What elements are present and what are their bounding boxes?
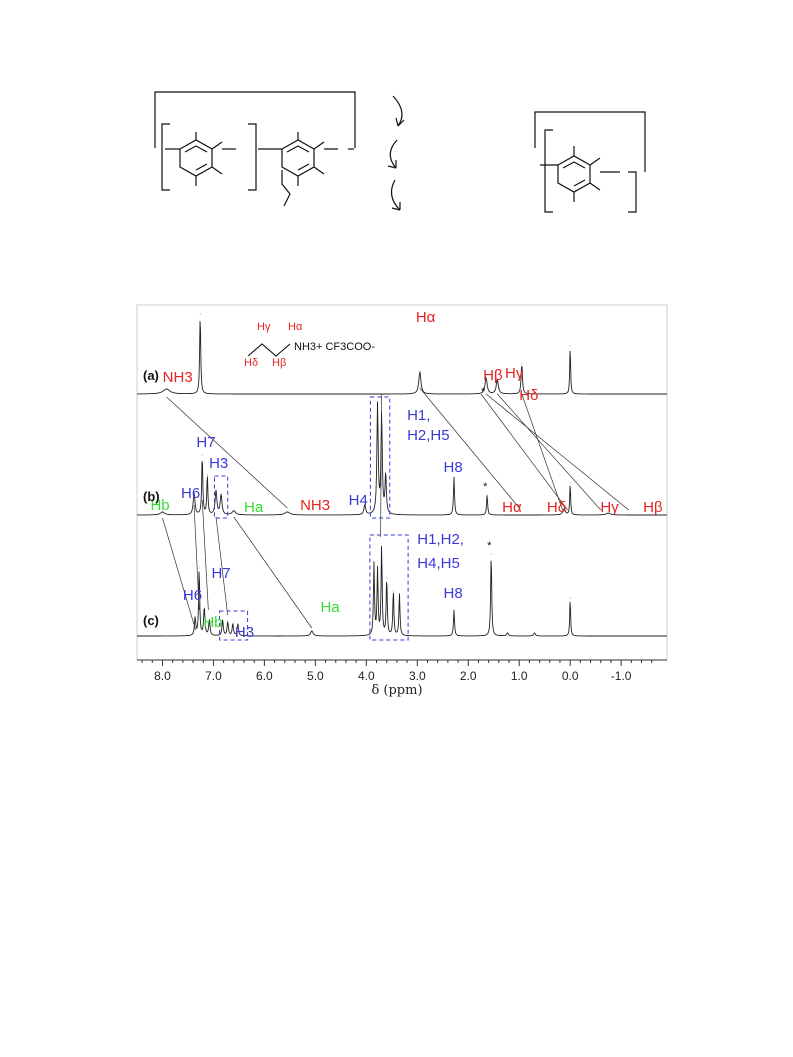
inset-h-beta: Hβ bbox=[272, 357, 287, 369]
x-axis-ticks bbox=[142, 660, 652, 683]
peak-marker bbox=[199, 568, 200, 569]
peak-marker bbox=[200, 314, 201, 315]
peak-marker bbox=[202, 455, 203, 456]
peak-label: Ha bbox=[244, 499, 264, 516]
peak-label: H4 bbox=[348, 492, 368, 509]
x-tick-label: 7.0 bbox=[205, 669, 222, 683]
peak-label: Hα bbox=[415, 309, 436, 326]
peak-marker bbox=[491, 554, 492, 555]
peak-label: H8 bbox=[443, 459, 463, 476]
scheme-frame bbox=[155, 92, 355, 148]
trace-tag-a: (a) bbox=[143, 368, 159, 383]
peak-marker bbox=[204, 608, 205, 609]
peak-marker bbox=[381, 546, 382, 547]
peak-label: * bbox=[487, 540, 492, 552]
peak-label: Hβ bbox=[483, 367, 503, 384]
peak-marker bbox=[385, 475, 386, 476]
peak-marker bbox=[216, 491, 217, 492]
peak-label: H7 bbox=[196, 434, 216, 451]
peak-marker bbox=[454, 477, 455, 478]
peak-label: H4,H5 bbox=[417, 555, 460, 572]
peak-label: Hα bbox=[502, 499, 522, 516]
reaction-scheme bbox=[0, 0, 793, 260]
peak-marker bbox=[487, 495, 488, 496]
peak-marker bbox=[419, 372, 420, 373]
peak-marker bbox=[570, 598, 571, 599]
x-tick-label: 3.0 bbox=[408, 669, 426, 683]
peak-marker bbox=[386, 578, 387, 579]
peak-label: * bbox=[480, 386, 486, 398]
peak-label: H6 bbox=[182, 587, 203, 604]
peak-label: NH3 bbox=[162, 369, 193, 386]
peak-label: H6 bbox=[181, 485, 201, 502]
peak-marker bbox=[570, 483, 571, 484]
x-tick-label: 0.0 bbox=[561, 669, 579, 683]
x-axis-title: δ (ppm) bbox=[371, 683, 423, 698]
scheme-frame-right bbox=[535, 112, 645, 172]
peak-marker bbox=[393, 591, 394, 592]
peak-label: Hδ bbox=[519, 387, 539, 404]
nmr-spectrum-chart bbox=[0, 300, 793, 720]
inset-h-alpha: Hα bbox=[288, 321, 303, 333]
peak-label: Hγ bbox=[505, 365, 524, 382]
peak-label: Ha bbox=[320, 599, 340, 616]
x-tick-label: 5.0 bbox=[307, 669, 324, 683]
peak-marker bbox=[377, 570, 378, 571]
plot-frame bbox=[137, 305, 667, 660]
peak-marker bbox=[377, 405, 378, 406]
trace-tag-c: (c) bbox=[143, 613, 159, 628]
peak-marker bbox=[570, 346, 571, 347]
peak-label: H1,H2, bbox=[417, 531, 464, 548]
peak-marker bbox=[311, 631, 312, 632]
peak-label: NH3 bbox=[300, 497, 331, 514]
peak-label: Hb bbox=[150, 497, 170, 514]
x-tick-label: 1.0 bbox=[510, 669, 528, 683]
peak-marker bbox=[399, 594, 400, 595]
inset-ion: NH3+ CF3COO- bbox=[294, 341, 375, 353]
curved-arrow-3 bbox=[391, 180, 400, 210]
peak-label: H3 bbox=[209, 455, 229, 472]
peak-marker bbox=[227, 622, 228, 623]
peak-marker bbox=[507, 633, 508, 634]
peak-marker bbox=[232, 624, 233, 625]
peak-label: Hγ bbox=[600, 499, 619, 516]
peak-label: H7 bbox=[211, 565, 231, 582]
inset-h-delta: Hδ bbox=[244, 357, 259, 369]
peak-label: Hδ bbox=[546, 499, 567, 516]
x-tick-label: 8.0 bbox=[154, 669, 171, 683]
peak-label: H8 bbox=[443, 585, 463, 602]
peak-marker bbox=[287, 512, 288, 513]
inset-h-gamma: Hγ bbox=[257, 321, 271, 333]
peak-label: * bbox=[483, 481, 488, 493]
peak-label: Hb bbox=[203, 614, 223, 631]
peak-marker bbox=[166, 389, 167, 390]
trace-tag-b: (b) bbox=[143, 489, 160, 504]
peak-marker bbox=[374, 564, 375, 565]
curved-arrow-1 bbox=[393, 96, 402, 126]
peak-marker bbox=[534, 633, 535, 634]
peak-marker bbox=[195, 618, 196, 619]
x-tick-label: 4.0 bbox=[357, 669, 375, 683]
peak-label: H2,H5 bbox=[407, 427, 450, 444]
x-tick-label: 6.0 bbox=[256, 669, 273, 683]
x-tick-label: -1.0 bbox=[610, 669, 632, 683]
peak-marker bbox=[233, 511, 234, 512]
peak-marker bbox=[454, 610, 455, 611]
x-tick-label: 2.0 bbox=[459, 669, 477, 683]
peak-marker bbox=[221, 495, 222, 496]
peak-label: Hβ bbox=[643, 499, 663, 516]
peak-label: H3 bbox=[234, 624, 255, 641]
peak-marker bbox=[207, 475, 208, 476]
peak-label: H1, bbox=[407, 407, 431, 424]
